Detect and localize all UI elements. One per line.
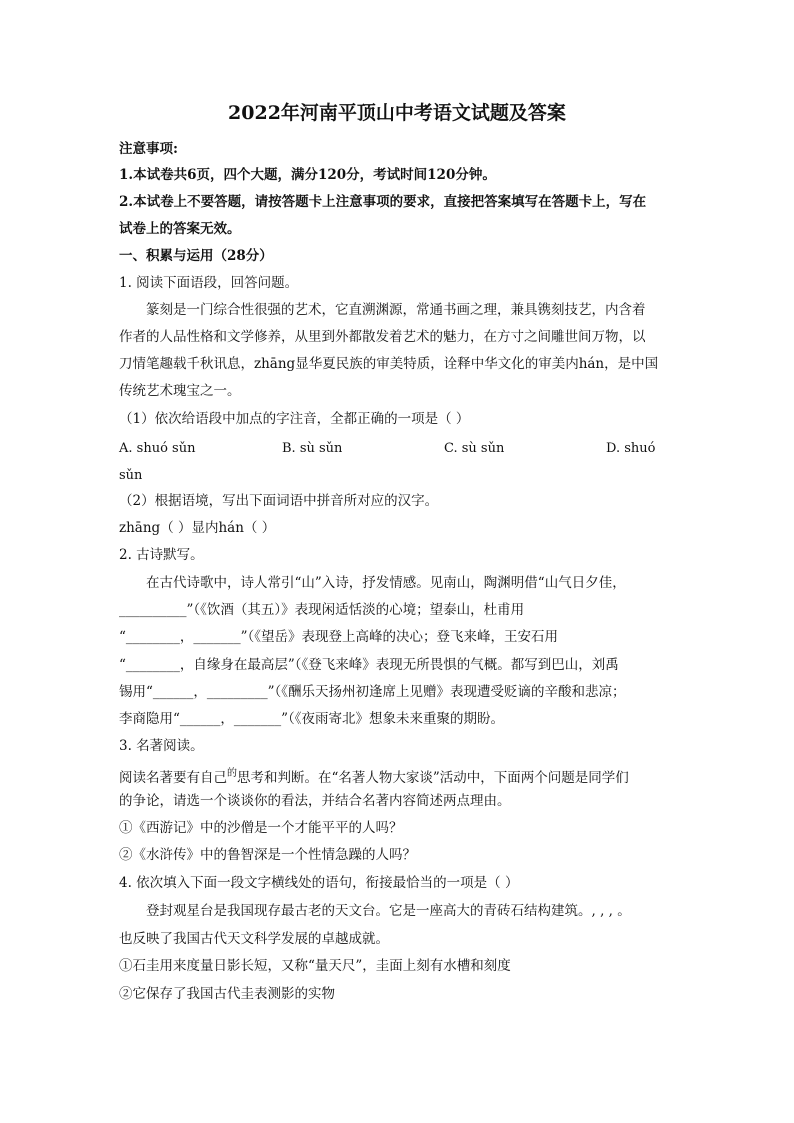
question-2-heading: 2. 古诗默写。 xyxy=(119,547,204,563)
question-1-heading: 1. 阅读下面语段，回答问题。 xyxy=(119,275,299,291)
page-title: 2022年河南平顶山中考语文试题及答案 xyxy=(228,102,566,124)
option-d: D. shuó xyxy=(606,441,656,456)
question-3-heading: 3. 名著阅读。 xyxy=(119,738,204,754)
question-1-sub-1: （1）依次给语段中加点的字注音，全都正确的一项是（ ） xyxy=(119,411,470,427)
notice-item-1: 1.本试卷共6页，四个大题，满分120分，考试时间120分钟。 xyxy=(119,167,496,183)
question-2-paragraph-line-1: 在古代诗歌中，诗人常引“山”入诗，抒发情感。见南山，陶渊明借“山气日夕佳， xyxy=(146,575,626,591)
question-4-paragraph-line-1: 登封观星台是我国现存最古老的天文台。它是一座高大的青砖石结构建筑。, , , 。 xyxy=(146,903,631,919)
question-1-sub-2: （2）根据语境，写出下面词语中拼音所对应的汉字。 xyxy=(119,493,439,509)
question-3-paragraph-line-2: 的争论，请选一个谈谈你的看法，并结合名著内容简述两点理由。 xyxy=(119,793,511,809)
question-2-paragraph-line-4: “________，自缘身在最高层”（《登飞来峰》表现无所畏惧的气概。都写到巴山，刘禹 xyxy=(119,657,619,673)
question-2-paragraph-line-5: 锡用“______，_________”（《酬乐天扬州初逢席上见赠》表现遭受贬谪的辛酸和悲凉； xyxy=(119,684,626,700)
question-1-paragraph-line-2: 作者的人品性格和文学修养，从里到外都散发着艺术的魅力，在方寸之间雕世间万物，以 xyxy=(119,329,646,345)
question-2-paragraph-line-2: __________”（《饮酒（其五）》表现闲适恬淡的心境；望泰山，杜甫用 xyxy=(119,602,525,618)
notice-item-2-line-2: 试卷上的答案无效。 xyxy=(119,221,241,237)
option-c: C. sù sǔn xyxy=(444,441,505,456)
question-2-paragraph-line-6: 李商隐用“______，_______”（《夜雨寄北》想象未来重聚的期盼。 xyxy=(119,711,505,727)
question-1-paragraph-line-4: 传统艺术瑰宝之一。 xyxy=(119,383,241,399)
question-4-item-1: ①石圭用来度量日影长短，又称“量天尺”，圭面上刻有水槽和刻度 xyxy=(119,958,511,974)
option-d-continued: sǔn xyxy=(119,468,143,483)
question-2-paragraph-line-3: “________，_______”（《望岳》表现登上高峰的决心；登飞来峰，王安石用 xyxy=(119,629,559,645)
q3-superscript-char: 的 xyxy=(227,768,237,779)
question-1-paragraph-line-3: 刀情笔趣载千秋讯息，zhāng显华夏民族的审美特质，诠释中华文化的审美内hán，是中国 xyxy=(119,356,659,372)
question-4-item-2: ②它保存了我国古代圭表测影的实物 xyxy=(119,986,335,1002)
q3-text-b: 思考和判断。在“名著人物大家谈”活动中，下面两个问题是同学们 xyxy=(237,770,629,786)
option-a: A. shuó sǔn xyxy=(119,441,196,456)
question-3-item-2: ②《水浒传》中的鲁智深是一个性情急躁的人吗？ xyxy=(119,847,416,863)
notice-heading: 注意事项: xyxy=(119,141,178,157)
question-3-item-1: ①《西游记》中的沙僧是一个才能平平的人吗？ xyxy=(119,820,403,836)
option-b: B. sù sǔn xyxy=(282,441,343,456)
question-4-paragraph-line-2: 也反映了我国古代天文科学发展的卓越成就。 xyxy=(119,931,389,947)
question-3-paragraph-line-1 xyxy=(119,765,679,787)
notice-item-2-line-1: 2.本试卷上不要答题，请按答题卡上注意事项的要求，直接把答案填写在答题卡上，写在 xyxy=(119,194,647,210)
q3-text-a: 阅读名著要有自己 xyxy=(119,770,227,786)
question-1-sub-2-fill: zhāng（ ）显内hán（ ） xyxy=(119,520,276,536)
question-1-paragraph-line-1: 篆刻是一门综合性很强的艺术，它直溯渊源，常通书画之理，兼具镌刻技艺，内含着 xyxy=(146,302,646,318)
section-heading-1: 一、积累与运用（28分） xyxy=(119,248,273,264)
question-4-heading: 4. 依次填入下面一段文字横线处的语句，衔接最恰当的一项是（ ） xyxy=(119,875,519,891)
